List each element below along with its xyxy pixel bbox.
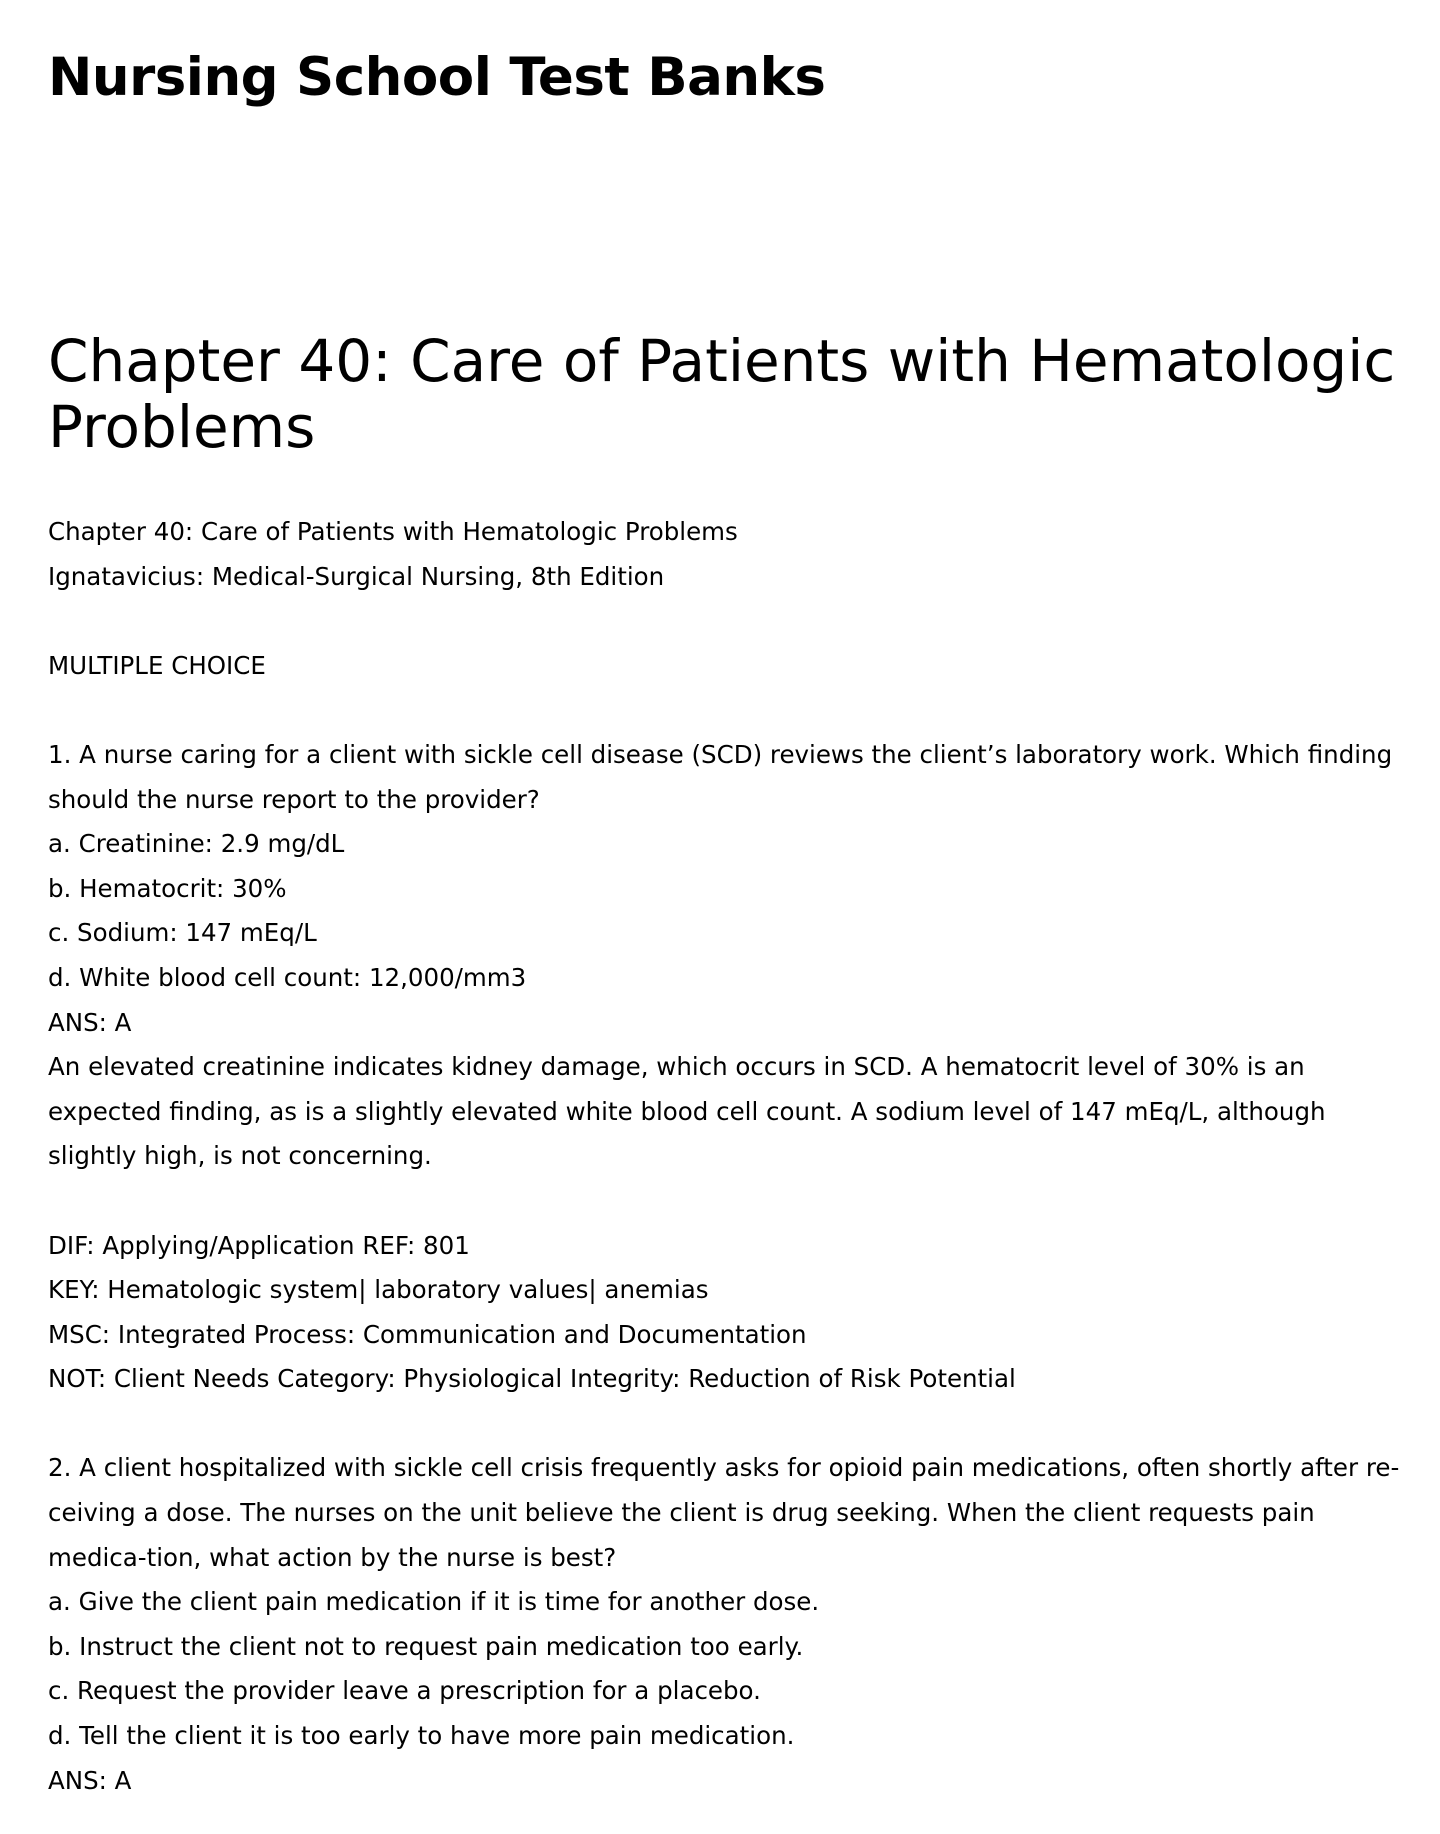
answer-option: a. Give the client pain medication if it is time for another dose. [48, 1587, 820, 1617]
answer-key: ANS: A [48, 1007, 132, 1037]
meta-msc: MSC: Integrated Process: Communication and Documentation [48, 1319, 807, 1349]
section-label: MULTIPLE CHOICE [48, 650, 266, 680]
question-1 [48, 733, 1408, 1402]
document-body [48, 510, 1408, 1803]
meta-key: KEY: Hematologic system| laboratory values| anemias [48, 1275, 709, 1305]
meta-not: NOT: Client Needs Category: Physiological Integrity: Reduction of Risk Potential [48, 1364, 1016, 1394]
book-reference: Ignatavicius: Medical-Surgical Nursing, 8th Edition [48, 561, 665, 591]
answer-option: c. Sodium: 147 mEq/L [48, 918, 317, 948]
answer-option: c. Request the provider leave a prescription for a placebo. [48, 1676, 761, 1706]
spacer [48, 599, 1408, 644]
chapter-heading: Chapter 40: Care of Patients with Hematologic Problems [48, 327, 1396, 461]
answer-option: d. White blood cell count: 12,000/mm3 [48, 962, 527, 992]
spacer [48, 688, 1408, 733]
question-stem: 1. A nurse caring for a client with sickle cell disease (SCD) reviews the client’s laboratory work. Which ﬁnding should the nurse report to the provider? [48, 739, 1393, 814]
answer-option: b. Hematocrit: 30% [48, 873, 287, 903]
question-2 [48, 1446, 1408, 1803]
answer-option: a. Creatinine: 2.9 mg/dL [48, 829, 345, 859]
site-title: Nursing School Test Banks [48, 47, 826, 108]
spacer [48, 1179, 1408, 1224]
answer-option: d. Tell the client it is too early to have more pain medication. [48, 1721, 795, 1751]
chapter-subtitle: Chapter 40: Care of Patients with Hematologic Problems [48, 517, 738, 546]
answer-option: b. Instruct the client not to request pain medication too early. [48, 1631, 804, 1661]
question-stem: 2. A client hospitalized with sickle cell crisis frequently asks for opioid pain medications, often shortly after re-ceiving a dose. The nurses on the unit believe the client is drug seeking. When the client requests pain medica-tion, what action by the nurse is best? [48, 1453, 1400, 1572]
spacer [48, 1402, 1408, 1447]
rationale: An elevated creatinine indicates kidney damage, which occurs in SCD. A hematocrit level of 30% is an expected ﬁnding, as is a slightly elevated white blood cell count. A sodium level of 147 mEq/L, although slightly high, is not concerning. [48, 1052, 1326, 1171]
answer-key: ANS: A [48, 1765, 132, 1795]
meta-dif: DIF: Applying/Application REF: 801 [48, 1230, 470, 1260]
